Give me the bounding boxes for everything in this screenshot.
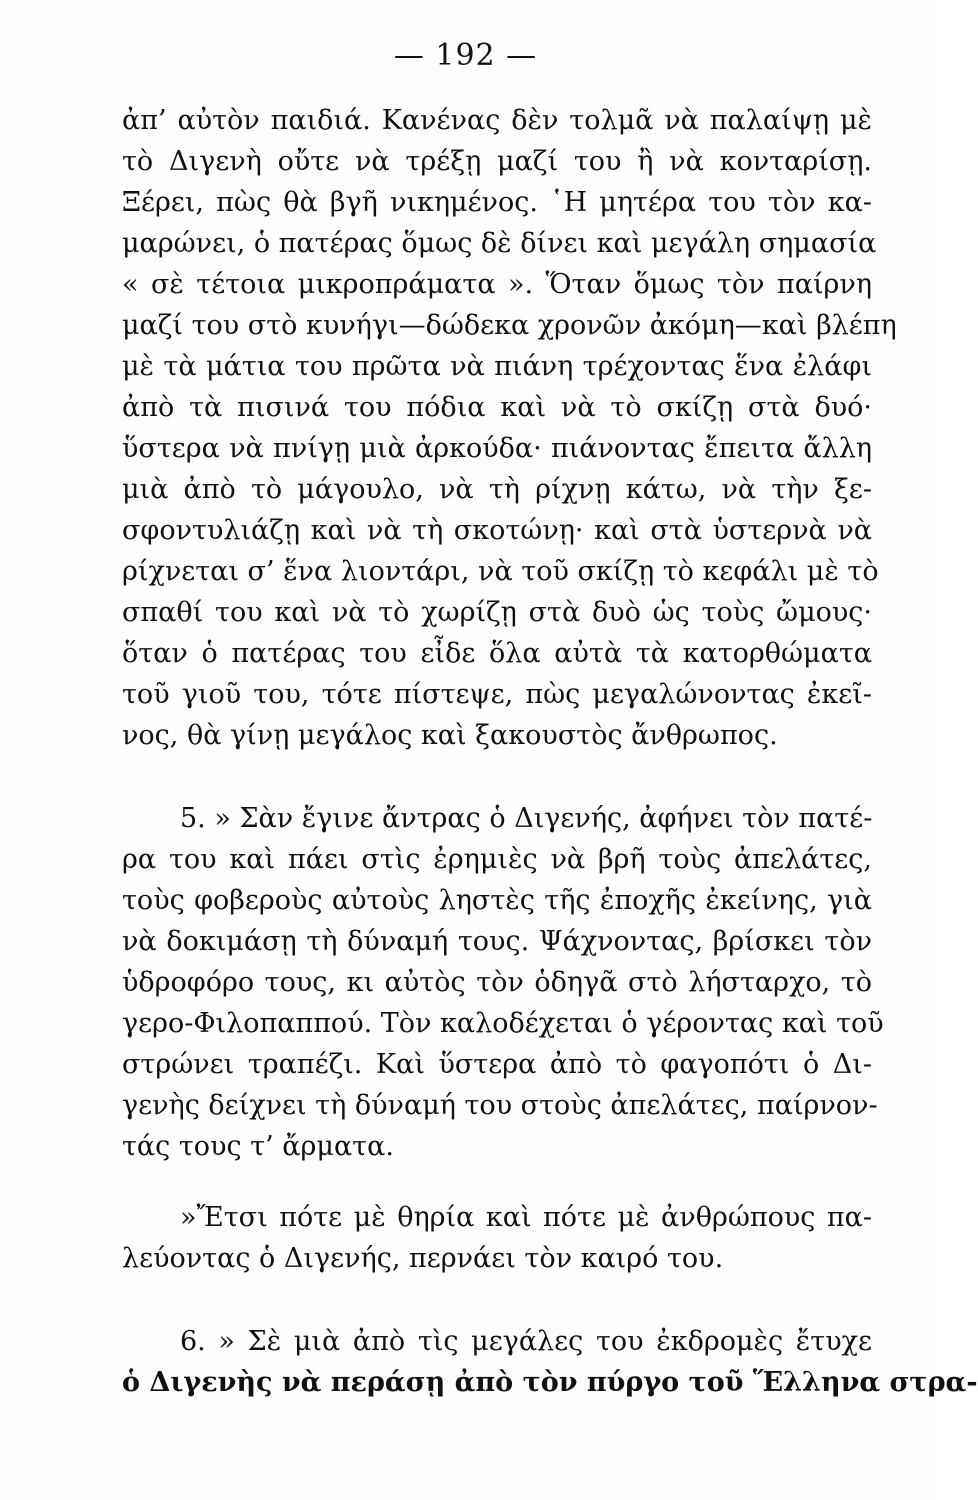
text-line: ρα του καὶ πάει στὶς ἐρημιὲς νὰ βρῆ τοὺς ἀπελάτες, [122, 844, 872, 875]
paragraph-3 [122, 1197, 872, 1279]
paragraph-4 [122, 1321, 978, 1403]
text-line: λεύοντας ὁ Διγενής, περνάει τὸν καιρό του. [122, 1243, 724, 1274]
paragraph-spacer [122, 1167, 872, 1197]
text-line: ρίχνεται σ’ ἕνα λιοντάρι, νὰ τοῦ σκίζῃ τὸ κεφάλι μὲ τὸ [122, 556, 879, 587]
text-line: 6. » Σὲ μιὰ ἀπὸ τὶς μεγάλες του ἐκδρομὲς ἔτυχε [180, 1326, 872, 1357]
text-line: ἀπὸ τὰ πισινά του πόδια καὶ νὰ τὸ σκίζῃ στὰ δυό· [122, 392, 872, 423]
text-line: μαρώνει, ὁ πατέρας ὅμως δὲ δίνει καὶ μεγάλη σημασία [122, 228, 877, 259]
paragraph-1 [122, 100, 897, 756]
text-line: 5. » Σὰν ἔγινε ἄντρας ὁ Διγενής, ἀφήνει τὸν πατέ- [180, 803, 873, 834]
text-line: νὰ δοκιμάσῃ τὴ δύναμή τους. Ψάχνοντας, βρίσκει τὸν [122, 926, 872, 957]
text-line: τοῦ γιοῦ του, τότε πίστεψε, πὼς μεγαλώνοντας ἐκεῖ- [122, 679, 872, 710]
text-line: νος, θὰ γίνῃ μεγάλος καὶ ξακουστὸς ἄνθρωπος. [122, 720, 778, 751]
page-number: — 192 — [393, 38, 538, 73]
text-line: μιὰ ἀπὸ τὸ μάγουλο, νὰ τὴ ρίχνῃ κάτω, νὰ τὴν ξε- [122, 474, 872, 505]
paragraph-2 [122, 798, 884, 1167]
text-line: γενὴς δείχνει τὴ δύναμή του στοὺς ἀπελάτες, παίρνον- [122, 1090, 878, 1121]
text-line: τοὺς φοβεροὺς αὐτοὺς ληστὲς τῆς ἐποχῆς ἐκείνης, γιὰ [122, 885, 872, 916]
text-line: γερο-Φιλοπαππού. Τὸν καλοδέχεται ὁ γέροντας καὶ τοῦ [122, 1008, 884, 1039]
body-text [122, 100, 978, 1403]
text-line: μαζί του στὸ κυνήγι—δώδεκα χρονῶν ἀκόμη—καὶ βλέπη [122, 310, 897, 341]
text-line: ἀπ’ αὐτὸν παιδιά. Κανένας δὲν τολμᾶ νὰ παλαίψῃ μὲ [122, 105, 872, 136]
paragraph-spacer [122, 1279, 872, 1321]
text-line: »Ἔτσι πότε μὲ θηρία καὶ πότε μὲ ἀνθρώπους πα- [180, 1202, 872, 1233]
paragraph-spacer [122, 756, 872, 798]
text-line: μὲ τὰ μάτια του πρῶτα νὰ πιάνη τρέχοντας ἕνα ἐλάφι [122, 351, 872, 382]
text-line: Ξέρει, πὼς θὰ βγῆ νικημένος. ῾Η μητέρα του τὸν κα- [122, 187, 872, 218]
text-line: τάς τους τ’ ἄρματα. [122, 1131, 394, 1162]
text-line: ὕστερα νὰ πνίγῃ μιὰ ἀρκούδα· πιάνοντας ἔπειτα ἄλλη [122, 433, 872, 464]
text-line: σφοντυλιάζῃ καὶ νὰ τὴ σκοτώνῃ· καὶ στὰ ὑστερνὰ νὰ [122, 515, 872, 546]
text-line: ὑδροφόρο τους, κι αὐτὸς τὸν ὁδηγᾶ στὸ λήσταρχο, τὸ [122, 967, 872, 998]
text-line: « σὲ τέτοια μικροπράματα ». Ὅταν ὅμως τὸν παίρνη [122, 269, 872, 300]
text-line: τὸ Διγενὴ οὔτε νὰ τρέξῃ μαζί του ἢ νὰ κονταρίσῃ. [122, 146, 872, 177]
text-line: ὁ Διγενὴς νὰ περάσῃ ἀπὸ τὸν πύργο τοῦ Ἕλληνα στρα- [122, 1367, 978, 1398]
text-line: ὅταν ὁ πατέρας του εἶδε ὅλα αὐτὰ τὰ κατορθώματα [122, 638, 872, 669]
text-line: σπαθί του καὶ νὰ τὸ χωρίζῃ στὰ δυὸ ὡς τοὺς ὤμους· [122, 597, 872, 628]
text-line: στρώνει τραπέζι. Καὶ ὕστερα ἀπὸ τὸ φαγοπότι ὁ Δι- [122, 1049, 872, 1080]
